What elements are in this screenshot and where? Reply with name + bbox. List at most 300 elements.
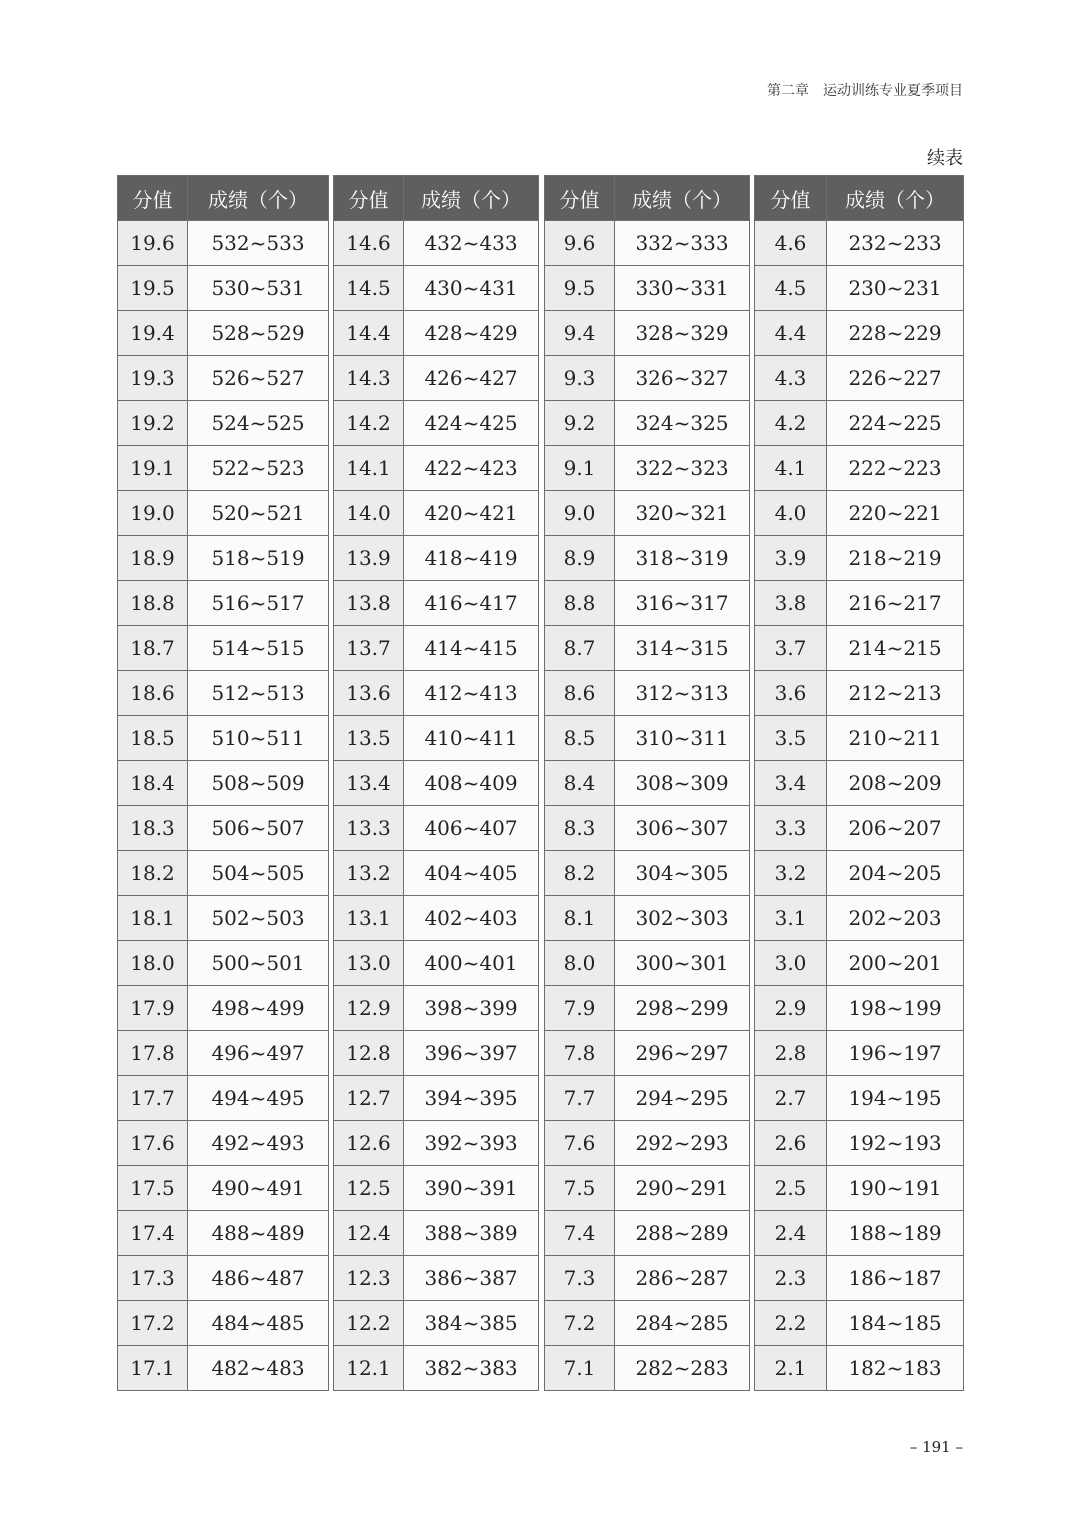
result-cell: 310~311: [615, 716, 750, 761]
result-cell: 494~495: [188, 1076, 329, 1121]
result-cell: 190~191: [827, 1166, 964, 1211]
table-row: [545, 761, 750, 806]
table-row: [755, 581, 964, 626]
result-cell: 288~289: [615, 1211, 750, 1256]
table-row: [545, 1346, 750, 1391]
result-cell: 208~209: [827, 761, 964, 806]
result-cell: 412~413: [404, 671, 539, 716]
table-row: [755, 716, 964, 761]
score-cell: 4.1: [755, 446, 827, 491]
table-row: [545, 1301, 750, 1346]
table-row: [545, 581, 750, 626]
result-cell: 220~221: [827, 491, 964, 536]
table-row: [334, 1076, 539, 1121]
result-cell: 212~213: [827, 671, 964, 716]
page-number: – 191 –: [909, 1438, 963, 1456]
score-cell: 3.3: [755, 806, 827, 851]
score-cell: 17.4: [118, 1211, 188, 1256]
table-row: [545, 401, 750, 446]
table-row: [334, 221, 539, 266]
table-row: [545, 536, 750, 581]
score-cell: 13.7: [334, 626, 404, 671]
score-cell: 8.8: [545, 581, 615, 626]
score-cell: 14.0: [334, 491, 404, 536]
result-cell: 522~523: [188, 446, 329, 491]
score-cell: 17.3: [118, 1256, 188, 1301]
score-cell: 9.4: [545, 311, 615, 356]
table-row: [118, 1076, 329, 1121]
table-row: [755, 1211, 964, 1256]
result-cell: 484~485: [188, 1301, 329, 1346]
score-cell: 9.5: [545, 266, 615, 311]
score-cell: 18.6: [118, 671, 188, 716]
continued-label: 续表: [927, 148, 963, 169]
result-cell: 302~303: [615, 896, 750, 941]
score-cell: 2.7: [755, 1076, 827, 1121]
score-cell: 4.6: [755, 221, 827, 266]
result-cell: 218~219: [827, 536, 964, 581]
table-row: [334, 941, 539, 986]
score-cell: 13.3: [334, 806, 404, 851]
table-row: [545, 356, 750, 401]
score-column-header: 分值: [755, 176, 827, 221]
table-row: [545, 806, 750, 851]
table-header-row: [118, 176, 329, 221]
score-cell: 3.4: [755, 761, 827, 806]
score-cell: 13.8: [334, 581, 404, 626]
table-row: [755, 446, 964, 491]
score-cell: 8.2: [545, 851, 615, 896]
table-row: [545, 896, 750, 941]
score-cell: 2.3: [755, 1256, 827, 1301]
score-cell: 14.3: [334, 356, 404, 401]
table-row: [334, 1256, 539, 1301]
score-cell: 3.2: [755, 851, 827, 896]
result-cell: 226~227: [827, 356, 964, 401]
result-cell: 414~415: [404, 626, 539, 671]
result-cell: 322~323: [615, 446, 750, 491]
table-row: [545, 1121, 750, 1166]
result-cell: 422~423: [404, 446, 539, 491]
score-table-4: [754, 175, 964, 1391]
table-row: [545, 1076, 750, 1121]
result-cell: 500~501: [188, 941, 329, 986]
result-cell: 508~509: [188, 761, 329, 806]
score-cell: 3.8: [755, 581, 827, 626]
score-cell: 19.0: [118, 491, 188, 536]
score-cell: 4.5: [755, 266, 827, 311]
table-row: [545, 941, 750, 986]
score-cell: 7.4: [545, 1211, 615, 1256]
result-cell: 410~411: [404, 716, 539, 761]
table-row: [755, 491, 964, 536]
score-cell: 2.5: [755, 1166, 827, 1211]
result-column-header: 成绩（个）: [615, 176, 750, 221]
table-row: [118, 626, 329, 671]
result-cell: 188~189: [827, 1211, 964, 1256]
table-row: [755, 671, 964, 716]
score-cell: 12.2: [334, 1301, 404, 1346]
table-row: [755, 806, 964, 851]
score-cell: 18.5: [118, 716, 188, 761]
result-cell: 186~187: [827, 1256, 964, 1301]
table-row: [755, 941, 964, 986]
result-cell: 392~393: [404, 1121, 539, 1166]
score-cell: 13.2: [334, 851, 404, 896]
result-cell: 228~229: [827, 311, 964, 356]
table-row: [334, 1346, 539, 1391]
result-cell: 384~385: [404, 1301, 539, 1346]
score-cell: 9.3: [545, 356, 615, 401]
score-column-header: 分值: [118, 176, 188, 221]
table-row: [118, 1121, 329, 1166]
result-cell: 426~427: [404, 356, 539, 401]
table-row: [334, 986, 539, 1031]
score-cell: 17.2: [118, 1301, 188, 1346]
score-cell: 3.1: [755, 896, 827, 941]
score-cell: 18.3: [118, 806, 188, 851]
score-cell: 12.8: [334, 1031, 404, 1076]
score-cell: 7.3: [545, 1256, 615, 1301]
table-row: [755, 896, 964, 941]
score-cell: 18.9: [118, 536, 188, 581]
score-cell: 8.6: [545, 671, 615, 716]
score-cell: 2.4: [755, 1211, 827, 1256]
result-cell: 294~295: [615, 1076, 750, 1121]
score-cell: 18.1: [118, 896, 188, 941]
score-cell: 2.1: [755, 1346, 827, 1391]
score-cell: 12.9: [334, 986, 404, 1031]
table-row: [545, 446, 750, 491]
result-cell: 512~513: [188, 671, 329, 716]
score-cell: 2.6: [755, 1121, 827, 1166]
score-cell: 19.5: [118, 266, 188, 311]
result-cell: 416~417: [404, 581, 539, 626]
result-cell: 398~399: [404, 986, 539, 1031]
score-cell: 12.3: [334, 1256, 404, 1301]
table-row: [545, 851, 750, 896]
result-cell: 490~491: [188, 1166, 329, 1211]
result-cell: 202~203: [827, 896, 964, 941]
score-cell: 13.0: [334, 941, 404, 986]
score-cell: 7.8: [545, 1031, 615, 1076]
table-row: [545, 1211, 750, 1256]
score-cell: 3.5: [755, 716, 827, 761]
table-row: [545, 1031, 750, 1076]
table-row: [545, 671, 750, 716]
score-cell: 8.4: [545, 761, 615, 806]
result-cell: 502~503: [188, 896, 329, 941]
result-cell: 306~307: [615, 806, 750, 851]
table-row: [755, 626, 964, 671]
score-cell: 4.3: [755, 356, 827, 401]
score-cell: 7.2: [545, 1301, 615, 1346]
score-cell: 2.8: [755, 1031, 827, 1076]
result-cell: 232~233: [827, 221, 964, 266]
table-row: [118, 671, 329, 716]
result-cell: 428~429: [404, 311, 539, 356]
table-row: [755, 1301, 964, 1346]
table-row: [118, 1256, 329, 1301]
result-cell: 408~409: [404, 761, 539, 806]
score-cell: 4.4: [755, 311, 827, 356]
table-row: [334, 1121, 539, 1166]
score-cell: 3.9: [755, 536, 827, 581]
result-cell: 214~215: [827, 626, 964, 671]
table-row: [755, 356, 964, 401]
result-cell: 224~225: [827, 401, 964, 446]
result-cell: 386~387: [404, 1256, 539, 1301]
result-cell: 488~489: [188, 1211, 329, 1256]
table-row: [545, 266, 750, 311]
table-row: [545, 716, 750, 761]
score-cell: 19.6: [118, 221, 188, 266]
result-cell: 524~525: [188, 401, 329, 446]
score-cell: 12.7: [334, 1076, 404, 1121]
score-cell: 14.6: [334, 221, 404, 266]
result-cell: 314~315: [615, 626, 750, 671]
result-cell: 290~291: [615, 1166, 750, 1211]
result-cell: 206~207: [827, 806, 964, 851]
score-table-2: [333, 175, 539, 1391]
result-cell: 404~405: [404, 851, 539, 896]
table-row: [118, 896, 329, 941]
result-column-header: 成绩（个）: [404, 176, 539, 221]
result-cell: 406~407: [404, 806, 539, 851]
table-row: [334, 491, 539, 536]
result-cell: 420~421: [404, 491, 539, 536]
table-row: [334, 851, 539, 896]
table-row: [755, 1256, 964, 1301]
score-cell: 2.2: [755, 1301, 827, 1346]
result-cell: 430~431: [404, 266, 539, 311]
score-cell: 7.9: [545, 986, 615, 1031]
score-cell: 9.1: [545, 446, 615, 491]
table-row: [334, 1211, 539, 1256]
table-row: [118, 716, 329, 761]
score-cell: 2.9: [755, 986, 827, 1031]
score-cell: 17.6: [118, 1121, 188, 1166]
table-row: [755, 311, 964, 356]
score-cell: 19.3: [118, 356, 188, 401]
result-cell: 510~511: [188, 716, 329, 761]
result-cell: 204~205: [827, 851, 964, 896]
table-row: [545, 311, 750, 356]
score-cell: 3.0: [755, 941, 827, 986]
result-cell: 418~419: [404, 536, 539, 581]
result-cell: 320~321: [615, 491, 750, 536]
running-head: 第二章 运动训练专业夏季项目: [767, 83, 963, 99]
table-header-row: [334, 176, 539, 221]
score-cell: 12.4: [334, 1211, 404, 1256]
score-cell: 13.6: [334, 671, 404, 716]
result-cell: 432~433: [404, 221, 539, 266]
score-cell: 7.1: [545, 1346, 615, 1391]
result-cell: 530~531: [188, 266, 329, 311]
table-row: [334, 356, 539, 401]
score-cell: 12.5: [334, 1166, 404, 1211]
table-row: [118, 761, 329, 806]
table-row: [545, 986, 750, 1031]
score-table-1: [117, 175, 329, 1391]
result-cell: 518~519: [188, 536, 329, 581]
table-row: [334, 536, 539, 581]
result-cell: 424~425: [404, 401, 539, 446]
table-row: [755, 1031, 964, 1076]
score-cell: 3.7: [755, 626, 827, 671]
score-cell: 9.6: [545, 221, 615, 266]
result-cell: 528~529: [188, 311, 329, 356]
score-cell: 18.4: [118, 761, 188, 806]
result-cell: 400~401: [404, 941, 539, 986]
table-row: [334, 311, 539, 356]
result-cell: 486~487: [188, 1256, 329, 1301]
score-cell: 8.9: [545, 536, 615, 581]
score-cell: 13.9: [334, 536, 404, 581]
score-cell: 18.2: [118, 851, 188, 896]
result-cell: 216~217: [827, 581, 964, 626]
score-cell: 14.4: [334, 311, 404, 356]
table-row: [334, 1166, 539, 1211]
result-cell: 402~403: [404, 896, 539, 941]
result-cell: 520~521: [188, 491, 329, 536]
table-row: [118, 1166, 329, 1211]
result-cell: 200~201: [827, 941, 964, 986]
score-cell: 8.5: [545, 716, 615, 761]
score-cell: 7.6: [545, 1121, 615, 1166]
score-cell: 17.5: [118, 1166, 188, 1211]
result-cell: 308~309: [615, 761, 750, 806]
table-row: [334, 671, 539, 716]
score-table-3: [544, 175, 750, 1391]
table-row: [334, 896, 539, 941]
table-row: [334, 761, 539, 806]
score-cell: 13.5: [334, 716, 404, 761]
table-row: [118, 1301, 329, 1346]
table-row: [334, 581, 539, 626]
result-cell: 326~327: [615, 356, 750, 401]
table-row: [334, 626, 539, 671]
result-cell: 396~397: [404, 1031, 539, 1076]
table-row: [755, 1346, 964, 1391]
result-cell: 196~197: [827, 1031, 964, 1076]
result-cell: 330~331: [615, 266, 750, 311]
score-cell: 17.7: [118, 1076, 188, 1121]
table-row: [118, 851, 329, 896]
table-row: [118, 1346, 329, 1391]
result-cell: 526~527: [188, 356, 329, 401]
table-row: [334, 401, 539, 446]
score-cell: 17.1: [118, 1346, 188, 1391]
table-row: [755, 851, 964, 896]
result-cell: 324~325: [615, 401, 750, 446]
result-cell: 284~285: [615, 1301, 750, 1346]
score-cell: 19.2: [118, 401, 188, 446]
result-column-header: 成绩（个）: [827, 176, 964, 221]
table-row: [755, 986, 964, 1031]
table-row: [334, 716, 539, 761]
table-row: [755, 536, 964, 581]
score-cell: 18.0: [118, 941, 188, 986]
table-row: [118, 221, 329, 266]
table-row: [118, 1211, 329, 1256]
table-row: [334, 1301, 539, 1346]
table-row: [545, 221, 750, 266]
result-cell: 192~193: [827, 1121, 964, 1166]
result-cell: 516~517: [188, 581, 329, 626]
result-cell: 304~305: [615, 851, 750, 896]
result-cell: 222~223: [827, 446, 964, 491]
table-row: [755, 266, 964, 311]
result-cell: 390~391: [404, 1166, 539, 1211]
table-header-row: [545, 176, 750, 221]
table-row: [118, 941, 329, 986]
result-cell: 388~389: [404, 1211, 539, 1256]
result-cell: 498~499: [188, 986, 329, 1031]
result-cell: 482~483: [188, 1346, 329, 1391]
score-cell: 8.0: [545, 941, 615, 986]
score-cell: 7.7: [545, 1076, 615, 1121]
result-cell: 286~287: [615, 1256, 750, 1301]
table-header-row: [755, 176, 964, 221]
score-cell: 9.2: [545, 401, 615, 446]
result-cell: 492~493: [188, 1121, 329, 1166]
score-cell: 18.8: [118, 581, 188, 626]
result-cell: 296~297: [615, 1031, 750, 1076]
table-row: [545, 1256, 750, 1301]
table-row: [118, 401, 329, 446]
score-cell: 17.9: [118, 986, 188, 1031]
result-cell: 292~293: [615, 1121, 750, 1166]
result-cell: 504~505: [188, 851, 329, 896]
table-row: [755, 1076, 964, 1121]
table-row: [545, 491, 750, 536]
table-row: [118, 356, 329, 401]
result-cell: 394~395: [404, 1076, 539, 1121]
result-cell: 312~313: [615, 671, 750, 716]
score-cell: 13.4: [334, 761, 404, 806]
table-row: [118, 581, 329, 626]
result-cell: 182~183: [827, 1346, 964, 1391]
score-cell: 18.7: [118, 626, 188, 671]
result-cell: 506~507: [188, 806, 329, 851]
result-cell: 328~329: [615, 311, 750, 356]
table-row: [334, 806, 539, 851]
score-cell: 4.2: [755, 401, 827, 446]
score-cell: 19.1: [118, 446, 188, 491]
result-cell: 230~231: [827, 266, 964, 311]
score-cell: 8.7: [545, 626, 615, 671]
table-row: [118, 266, 329, 311]
score-column-header: 分值: [545, 176, 615, 221]
result-cell: 298~299: [615, 986, 750, 1031]
result-cell: 210~211: [827, 716, 964, 761]
table-row: [334, 266, 539, 311]
table-row: [118, 491, 329, 536]
result-cell: 532~533: [188, 221, 329, 266]
table-row: [334, 1031, 539, 1076]
table-row: [118, 986, 329, 1031]
result-cell: 382~383: [404, 1346, 539, 1391]
result-cell: 282~283: [615, 1346, 750, 1391]
result-column-header: 成绩（个）: [188, 176, 329, 221]
result-cell: 514~515: [188, 626, 329, 671]
score-tables: [117, 175, 963, 1390]
score-cell: 9.0: [545, 491, 615, 536]
table-row: [118, 536, 329, 581]
table-row: [755, 1166, 964, 1211]
score-cell: 12.1: [334, 1346, 404, 1391]
